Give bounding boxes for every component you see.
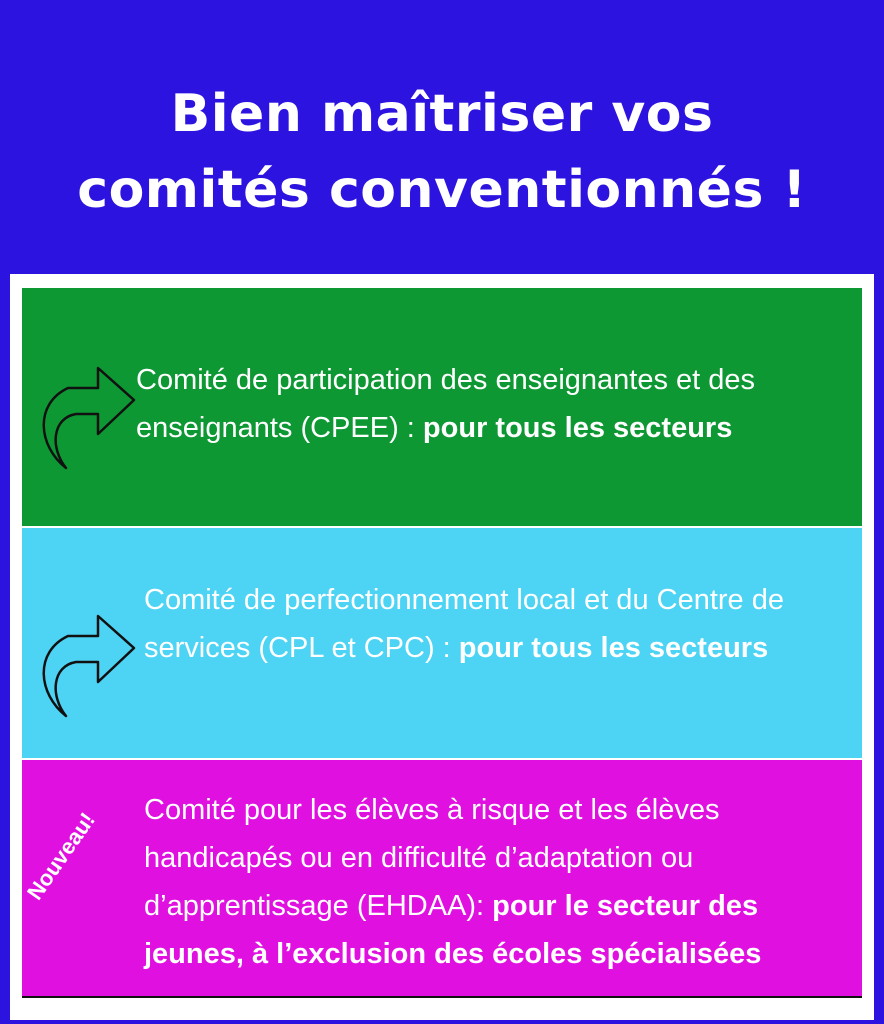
section-cpl-cpc-text: Comité de perfectionnement local et du Centre de services (CPL et CPC) : pour tous les secteurs — [144, 584, 784, 664]
section-cpee — [22, 288, 862, 526]
page-title — [0, 76, 884, 228]
title-line-2: comités conventionnés ! — [77, 160, 807, 220]
section-ehdaa-text: Comité pour les élèves à risque et les élèves handicapés ou en difficulté d’adaptation ou d’apprentissage (EHDAA): pour le secteur des jeunes, à l’exclusion des écoles spécialisées — [144, 794, 762, 970]
curved-arrow-icon — [38, 600, 138, 720]
section-cpl-cpc — [22, 528, 862, 758]
new-badge: Nouveau! — [22, 807, 100, 905]
section-cpee-text: Comité de participation des enseignantes et des enseignants (CPEE) : pour tous les secteurs — [136, 364, 756, 444]
content-frame — [10, 274, 874, 1020]
curved-arrow-icon — [38, 352, 138, 472]
section-ehdaa — [22, 760, 862, 998]
title-line-1: Bien maîtriser vos — [170, 84, 714, 144]
